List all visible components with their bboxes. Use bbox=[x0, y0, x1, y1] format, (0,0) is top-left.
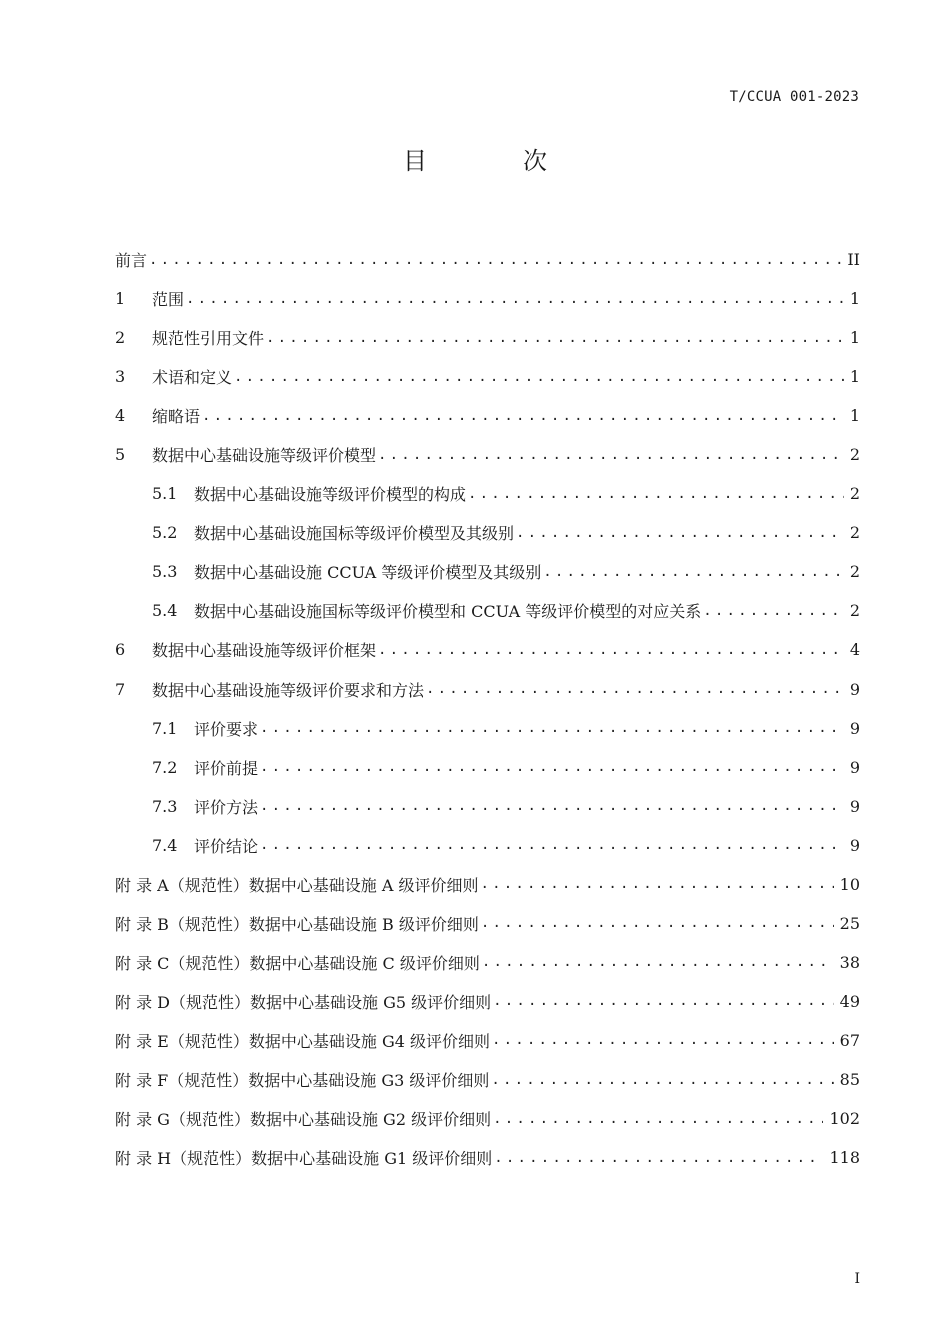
dot-leader bbox=[493, 1111, 823, 1127]
toc-entry[interactable] bbox=[115, 787, 860, 826]
toc-entry[interactable] bbox=[115, 396, 860, 435]
dot-leader bbox=[260, 798, 844, 814]
toc-entry-title: 前言 bbox=[115, 251, 148, 271]
toc-entry-page: 2 bbox=[849, 484, 860, 504]
dot-leader bbox=[491, 1072, 833, 1088]
toc-entry-page: 9 bbox=[849, 835, 860, 855]
toc-entry-page: 102 bbox=[829, 1109, 860, 1129]
dot-leader bbox=[186, 291, 844, 307]
toc-entry[interactable] bbox=[115, 748, 860, 787]
toc-entry[interactable] bbox=[115, 591, 860, 630]
toc-entry-page: 2 bbox=[849, 562, 860, 582]
toc-entry-page: 49 bbox=[839, 991, 860, 1011]
dot-leader bbox=[234, 369, 844, 385]
toc-entry-page: 1 bbox=[849, 406, 860, 426]
toc-entry[interactable] bbox=[115, 670, 860, 709]
toc-entry-page: 85 bbox=[839, 1070, 860, 1089]
toc-entry-title: 数据中心基础设施 CCUA 等级评价模型及其级别 bbox=[194, 563, 542, 583]
document-code: T/CCUA 001-2023 bbox=[729, 89, 859, 105]
toc-entry[interactable] bbox=[115, 357, 860, 396]
dot-leader bbox=[260, 837, 844, 853]
page-number: I bbox=[854, 1271, 860, 1287]
toc-entry-page: 2 bbox=[849, 445, 860, 465]
toc-entry-title: 附 录 D（规范性）数据中心基础设施 G5 级评价细则 bbox=[115, 992, 492, 1012]
toc-entry-number: 4 bbox=[115, 406, 126, 426]
dot-leader bbox=[494, 1150, 823, 1166]
toc-entry[interactable] bbox=[115, 982, 860, 1021]
toc-entry-title: 术语和定义 bbox=[152, 368, 233, 388]
toc-entry-page: 67 bbox=[839, 1030, 860, 1050]
toc-entry[interactable] bbox=[115, 552, 860, 591]
toc-entry-number: 1 bbox=[115, 289, 126, 309]
toc-entry[interactable] bbox=[115, 630, 860, 669]
toc-entry[interactable] bbox=[115, 826, 860, 865]
toc-entry-title: 评价前提 bbox=[194, 758, 259, 778]
toc-entry[interactable] bbox=[115, 1099, 860, 1138]
toc-entry[interactable] bbox=[115, 318, 860, 357]
toc-entry[interactable] bbox=[115, 943, 860, 982]
toc-entry-title: 附 录 C（规范性）数据中心基础设施 C 级评价细则 bbox=[115, 953, 480, 973]
toc-entry[interactable] bbox=[115, 1060, 860, 1099]
dot-leader bbox=[468, 486, 844, 502]
toc-entry-title: 数据中心基础设施国标等级评价模型及其级别 bbox=[194, 524, 515, 544]
toc-entry-title: 数据中心基础设施等级评价模型的构成 bbox=[194, 485, 467, 505]
toc-entry[interactable] bbox=[115, 904, 860, 943]
dot-leader bbox=[260, 759, 844, 775]
dot-leader bbox=[703, 603, 844, 619]
dot-leader bbox=[260, 720, 844, 736]
toc-entry-page: 2 bbox=[849, 523, 860, 543]
toc-entry-number: 5 bbox=[115, 445, 126, 465]
toc-entry[interactable] bbox=[115, 435, 860, 474]
dot-leader bbox=[492, 1032, 834, 1048]
table-of-contents bbox=[115, 240, 860, 1177]
toc-entry-title: 评价方法 bbox=[194, 797, 259, 817]
toc-entry-title: 附 录 G（规范性）数据中心基础设施 G2 级评价细则 bbox=[115, 1110, 492, 1130]
toc-entry-number: 7.4 bbox=[152, 835, 178, 855]
toc-entry-page: 1 bbox=[849, 289, 860, 309]
dot-leader bbox=[482, 954, 834, 970]
toc-entry-title: 附 录 A（规范性）数据中心基础设施 A 级评价细则 bbox=[115, 875, 479, 895]
toc-entry-number: 6 bbox=[115, 640, 126, 660]
toc-entry-page: II bbox=[847, 250, 860, 270]
toc-entry-page: 1 bbox=[849, 367, 860, 387]
toc-entry-number: 2 bbox=[115, 328, 126, 348]
toc-entry-title: 评价要求 bbox=[194, 719, 259, 739]
toc-entry[interactable] bbox=[115, 513, 860, 552]
dot-leader bbox=[426, 681, 844, 697]
toc-entry-page: 25 bbox=[839, 913, 860, 933]
toc-entry-number: 7.3 bbox=[152, 796, 178, 816]
dot-leader bbox=[516, 525, 844, 541]
toc-entry-title: 数据中心基础设施等级评价要求和方法 bbox=[152, 680, 425, 700]
toc-entry-number: 3 bbox=[115, 367, 126, 387]
toc-entry-title: 附 录 F（规范性）数据中心基础设施 G3 级评价细则 bbox=[115, 1071, 490, 1090]
dot-leader bbox=[202, 408, 844, 424]
toc-entry-title: 数据中心基础设施等级评价框架 bbox=[152, 641, 377, 661]
toc-entry-page: 2 bbox=[849, 601, 860, 621]
toc-entry[interactable] bbox=[115, 1021, 860, 1060]
toc-entry-page: 9 bbox=[849, 718, 860, 738]
dot-leader bbox=[266, 330, 844, 346]
toc-entry-number: 5.1 bbox=[152, 484, 178, 504]
dot-leader bbox=[493, 993, 834, 1009]
toc-entry-title: 评价结论 bbox=[194, 836, 259, 856]
toc-entry-title: 附 录 E（规范性）数据中心基础设施 G4 级评价细则 bbox=[115, 1031, 490, 1051]
dot-leader bbox=[378, 447, 844, 463]
toc-entry-title: 数据中心基础设施国标等级评价模型和 CCUA 等级评价模型的对应关系 bbox=[194, 602, 702, 622]
toc-entry[interactable] bbox=[115, 865, 860, 904]
toc-entry-title: 范围 bbox=[152, 290, 185, 310]
toc-entry-title: 数据中心基础设施等级评价模型 bbox=[152, 446, 377, 466]
toc-entry[interactable] bbox=[115, 240, 860, 279]
toc-entry-number: 5.3 bbox=[152, 562, 178, 582]
toc-entry-page: 9 bbox=[849, 757, 860, 777]
toc-entry-title: 缩略语 bbox=[152, 407, 201, 427]
toc-entry[interactable] bbox=[115, 1138, 860, 1177]
toc-entry-number: 5.4 bbox=[152, 601, 178, 621]
toc-entry-number: 7 bbox=[115, 679, 126, 699]
toc-entry-number: 7.1 bbox=[152, 718, 178, 738]
dot-leader bbox=[480, 876, 833, 892]
toc-entry[interactable] bbox=[115, 709, 860, 748]
toc-entry-page: 118 bbox=[829, 1148, 860, 1168]
toc-entry[interactable] bbox=[115, 279, 860, 318]
dot-leader bbox=[378, 642, 844, 658]
toc-entry-number: 5.2 bbox=[152, 523, 178, 543]
dot-leader bbox=[481, 915, 834, 931]
toc-entry-page: 1 bbox=[849, 328, 860, 348]
toc-entry-page: 9 bbox=[849, 679, 860, 699]
toc-entry-title: 附 录 H（规范性）数据中心基础设施 G1 级评价细则 bbox=[115, 1149, 493, 1169]
dot-leader bbox=[149, 252, 841, 268]
toc-heading: 目 次 bbox=[403, 147, 583, 175]
toc-entry[interactable] bbox=[115, 474, 860, 513]
toc-entry-title: 规范性引用文件 bbox=[152, 329, 265, 349]
toc-entry-page: 9 bbox=[849, 796, 860, 816]
toc-entry-title: 附 录 B（规范性）数据中心基础设施 B 级评价细则 bbox=[115, 914, 479, 934]
toc-entry-number: 7.2 bbox=[152, 757, 178, 777]
toc-entry-page: 4 bbox=[849, 640, 860, 660]
toc-entry-page: 38 bbox=[839, 952, 860, 972]
toc-entry-page: 10 bbox=[839, 874, 860, 894]
dot-leader bbox=[543, 564, 844, 580]
